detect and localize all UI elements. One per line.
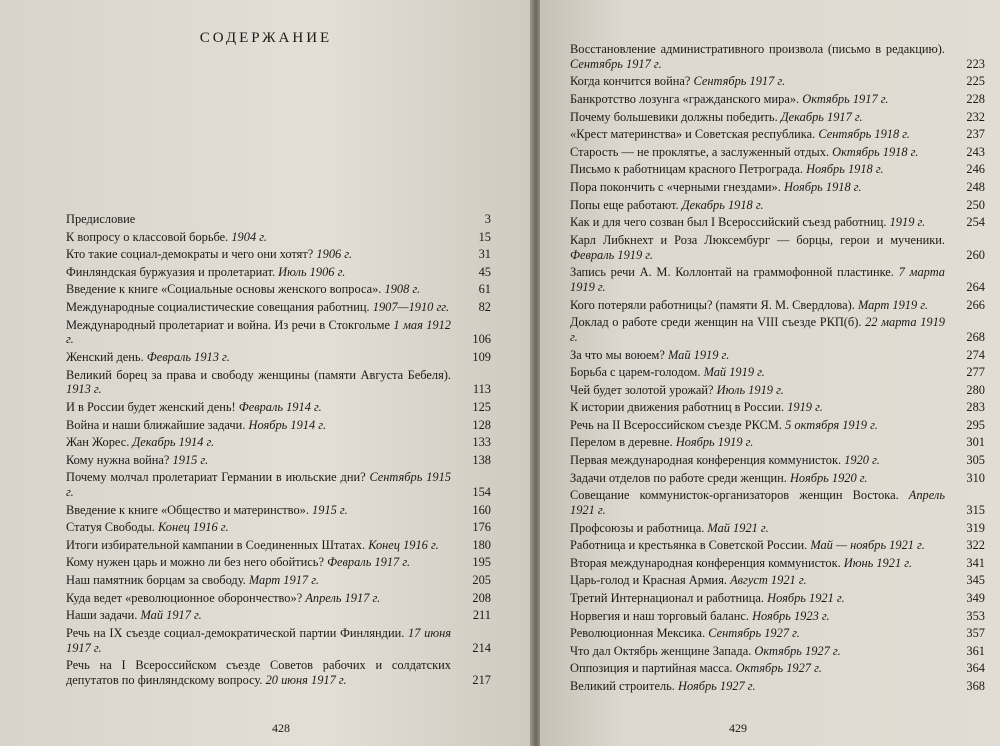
entry-date: Октябрь 1927 г. [735,661,822,676]
toc-entry [66,318,491,348]
toc-entry [66,608,491,623]
entry-date: Ноябрь 1914 г. [248,417,327,432]
entry-date: Февраль 1913 г. [146,349,230,364]
toc-entry-title [66,591,451,606]
entry-title-text: Перелом в деревне. [570,435,673,450]
entry-title-text: И в России будет женский день! [66,399,236,414]
toc-list-right [570,42,985,697]
entry-page-number: 160 [472,502,491,517]
entry-title-text: Кого потеряли работницы? (памяти Я. М. Свердлова). [570,297,855,312]
entry-page-number: 280 [966,382,985,397]
entry-page-number: 361 [966,643,985,658]
entry-page-number: 345 [966,573,985,588]
entry-page-number: 268 [966,329,985,344]
toc-entry-title [570,418,945,433]
toc-entry [66,400,491,415]
entry-page-number: 349 [966,591,985,606]
toc-entry-title [570,521,945,536]
entry-title-text: «Крест материнства» и Советская республика. [570,127,816,142]
entry-page-number: 128 [472,417,491,432]
toc-entry-title [570,110,945,125]
toc-entry-title [570,471,945,486]
entry-page-number: 225 [966,74,985,89]
entry-title-text: Царь-голод и Красная Армия. [570,573,727,588]
entry-page-number: 274 [966,347,985,362]
toc-entry [66,573,491,588]
entry-page-number: 138 [472,452,491,467]
toc-entry [570,400,985,415]
entry-title-text: Статуя Свободы. [66,520,155,535]
entry-date: 22 марта 1919 г. [570,315,945,344]
entry-date: Май 1921 г. [707,520,769,535]
entry-title-text: Революционная Мексика. [570,626,706,641]
entry-title-text: Когда кончится война? [570,74,691,89]
entry-date: Ноябрь 1920 г. [789,470,868,485]
entry-date: Конец 1916 г. [158,520,229,535]
entry-date: 1919 г. [787,400,823,415]
toc-entry-title [66,503,451,518]
entry-date: Ноябрь 1921 г. [767,591,845,606]
toc-entry [66,265,491,280]
toc-entry [570,233,985,263]
entry-title-text: Предисловие [66,212,136,226]
toc-entry [66,453,491,468]
entry-page-number: 266 [966,297,985,312]
toc-entry-title [570,453,945,468]
entry-page-number: 248 [966,179,985,194]
entry-date: Ноябрь 1918 г. [806,162,884,177]
entry-title-text: Первая международная конференция коммунисток. [570,453,842,468]
entry-date: Декабрь 1917 г. [780,109,863,124]
entry-title-text: Оппозиция и партийная масса. [570,661,733,676]
entry-page-number: 113 [472,382,491,397]
entry-title-text: Великий строитель. [570,678,675,693]
entry-title-text: Как и для чего созван был I Всероссийский съезд работниц. [570,215,887,230]
entry-title-text: К вопросу о классовой борьбе. [66,229,229,244]
entry-date: Ноябрь 1927 г. [678,678,756,693]
entry-title-text: Доклад о работе среди женщин на VIII съезде РКП(б). [570,315,862,330]
entry-page-number: 264 [966,279,985,294]
entry-title-text: Банкротство лозунга «гражданского мира». [570,91,800,106]
entry-date: 1915 г. [312,502,348,517]
toc-entry-title [66,573,451,588]
entry-page-number: 232 [966,109,985,124]
entry-page-number: 154 [472,485,491,500]
entry-date: Февраль 1919 г. [570,247,654,262]
toc-entry-title [570,556,945,571]
entry-date: Июль 1919 г. [716,382,784,397]
entry-page-number: 195 [472,555,491,570]
toc-entry-title [570,42,945,72]
toc-entry [570,180,985,195]
entry-title-text: Запись речи А. М. Коллонтай на граммофонной пластинке. [570,265,894,280]
entry-page-number: 205 [472,573,491,588]
entry-date: Октябрь 1917 г. [802,91,889,106]
entry-title-text: Введение к книге «Социальные основы женского вопроса». [66,282,382,297]
toc-entry-title [570,162,945,177]
toc-entry-title [570,215,945,230]
entry-date: 17 июня 1917 г. [66,625,451,655]
toc-entry-title [66,538,451,553]
toc-entry-title [570,145,945,160]
toc-entry [66,591,491,606]
entry-page-number: 61 [478,282,491,297]
toc-entry-title [570,644,945,659]
entry-title-text: Введение к книге «Общество и материнство». [66,502,309,517]
toc-entry-title [66,282,451,297]
toc-entry [570,573,985,588]
toc-entry [570,298,985,313]
toc-entry-title [66,658,451,688]
entry-date: 1915 г. [172,452,209,467]
toc-entry [570,74,985,89]
toc-entry-title [66,626,451,656]
entry-title-text: Международный пролетариат и война. Из речи в Стокгольме [66,317,391,332]
entry-page-number: 357 [966,626,985,641]
toc-entry-title [570,591,945,606]
entry-title-text: Кто такие социал-демократы и чего они хотят? [66,247,314,262]
toc-entry-title [66,265,451,280]
entry-date: Апрель 1921 г. [570,488,945,518]
entry-page-number: 353 [966,608,985,623]
toc-entry [570,365,985,380]
entry-title-text: Почему молчал пролетариат Германии в июльские дни? [66,470,366,485]
toc-entry [570,145,985,160]
entry-title-text: Финляндская буржуазия и пролетариат. [66,264,276,279]
entry-title-text: Речь на II Всероссийском съезде РКСМ. [570,417,782,432]
entry-title-text: Борьба с царем-голодом. [570,365,701,380]
toc-entry [570,92,985,107]
entry-title-text: Карл Либкнехт и Роза Люксембург — борцы, герои и мученики. [570,232,945,247]
toc-entry [570,471,985,486]
entry-date: Сентябрь 1915 г. [66,470,451,500]
entry-date: Ноябрь 1919 г. [675,435,754,450]
entry-title-text: Письмо к работницам красного Петрограда. [570,162,803,177]
entry-date: 1904 г. [231,229,268,244]
entry-date: Декабрь 1918 г. [681,197,764,212]
entry-page-number: 223 [966,56,985,71]
toc-entry [570,538,985,553]
entry-date: Июль 1906 г. [278,264,346,279]
entry-title-text: Великий борец за права и свободу женщины (памяти Августа Бебеля). [66,367,451,382]
entry-date: Декабрь 1914 г. [132,435,215,450]
entry-title-text: Третий Интернационал и работница. [570,591,765,606]
toc-entry-title [570,538,945,553]
toc-entry-title [570,127,945,142]
toc-entry-title [570,488,945,518]
toc-entry-title [570,383,945,398]
toc-entry-title [66,435,451,450]
toc-entry [66,503,491,518]
entry-title-text: Жан Жорес. [66,435,130,450]
toc-entry [570,488,985,518]
entry-date: Ноябрь 1923 г. [752,608,830,623]
entry-page-number: 277 [966,365,985,380]
toc-entry [570,679,985,694]
toc-entry-title [66,400,451,415]
entry-page-number: 211 [472,608,491,623]
toc-entry [66,230,491,245]
toc-entry [570,198,985,213]
entry-page-number: 319 [966,520,985,535]
toc-entry-title [570,315,945,345]
entry-page-number: 176 [472,520,491,535]
toc-entry [66,368,491,398]
entry-title-text: Норвегия и наш торговый баланс. [570,608,749,623]
toc-entry-title [66,555,451,570]
entry-page-number: 295 [966,417,985,432]
toc-entry [66,470,491,500]
entry-page-number: 250 [966,197,985,212]
entry-title-text: Старость — не проклятье, а заслуженный отдых. [570,144,830,159]
entry-page-number: 208 [472,590,491,605]
toc-entry [66,350,491,365]
toc-entry-title [66,470,451,500]
entry-title-text: Наши задачи. [66,608,138,623]
entry-title-text: Пора покончить с «черными гнездами». [570,179,781,194]
toc-entry [570,591,985,606]
toc-entry [570,127,985,142]
entry-page-number: 254 [966,215,985,230]
entry-date: Февраль 1914 г. [238,399,322,414]
entry-title-text: Восстановление административного произвола (письмо в редакцию). [570,42,945,56]
entry-date: 1 мая 1912 г. [66,317,451,347]
entry-title-text: Куда ведет «революционное оборончество»? [66,590,303,605]
toc-entry [570,348,985,363]
toc-entry-title [570,626,945,641]
entry-title-text: Почему большевики должны победить. [570,109,778,124]
toc-entry [570,435,985,450]
entry-page-number: 243 [966,144,985,159]
toc-entry [570,162,985,177]
entry-page-number: 214 [472,640,491,655]
entry-date: Конец 1916 г. [368,537,439,552]
entry-page-number: 305 [966,453,985,468]
toc-entry [570,453,985,468]
toc-entry [570,418,985,433]
entry-date: 1920 г. [844,453,880,468]
entry-date: Март 1919 г. [857,297,929,312]
toc-entry [570,661,985,676]
toc-entry [66,520,491,535]
entry-title-text: Работница и крестьянка в Советской России. [570,538,808,553]
toc-entry [570,383,985,398]
entry-date: Сентябрь 1927 г. [708,626,800,641]
toc-entry [570,556,985,571]
toc-entry-title [570,573,945,588]
toc-entry [66,626,491,656]
entry-page-number: 31 [478,247,491,262]
entry-page-number: 125 [472,399,491,414]
toc-entry-title [570,661,945,676]
toc-entry-title [66,247,451,262]
entry-date: 5 октября 1919 г. [785,417,878,432]
entry-page-number: 82 [478,299,491,314]
toc-entry [570,42,985,72]
toc-entry [570,644,985,659]
toc-entry-title [570,198,945,213]
entry-date: 1908 г. [384,282,421,297]
entry-date: 20 июня 1917 г. [265,673,347,688]
entry-page-number: 133 [472,435,491,450]
entry-page-number: 3 [484,212,491,226]
toc-entry [66,247,491,262]
entry-date: Июнь 1921 г. [843,555,913,570]
toc-entry-title [66,608,451,623]
entry-title-text: Кому нужен царь и можно ли без него обойтись? [66,555,324,570]
toc-entry [66,418,491,433]
entry-title-text: Речь на IX съезде социал-демократической партии Финляндии. [66,625,405,640]
toc-entry [570,315,985,345]
toc-list-left [66,212,491,691]
entry-date: 1913 г. [66,382,102,397]
entry-title-text: Женский день. [66,349,144,364]
entry-title-text: Вторая международная конференция коммунисток. [570,555,841,570]
toc-entry-title [66,368,451,398]
toc-entry [66,282,491,297]
entry-title-text: Наш памятник борцам за свободу. [66,573,246,588]
toc-entry-title [570,609,945,624]
toc-entry-title [570,180,945,195]
toc-entry-title [570,233,945,263]
toc-entry-title [570,365,945,380]
page-number-right: 429 [729,721,747,735]
entry-title-text: Итоги избирательной кампании в Соединенных Штатах. [66,537,366,552]
entry-date: Май 1919 г. [668,347,730,362]
toc-entry-title [570,298,945,313]
entry-page-number: 15 [478,229,491,244]
toc-entry [66,435,491,450]
entry-page-number: 322 [966,538,985,553]
entry-page-number: 217 [472,673,491,688]
entry-date: Октябрь 1927 г. [754,643,841,658]
entry-date: 1907—1910 гг. [372,299,450,314]
entry-date: 1919 г. [889,215,926,230]
entry-date: Август 1921 г. [730,573,807,588]
page-title: СОДЕРЖАНИЕ [199,30,333,46]
entry-title-text: За что мы воюем? [570,347,665,362]
toc-entry-title [66,300,451,315]
entry-date: Апрель 1917 г. [305,590,381,605]
right-page [540,0,1000,746]
entry-title-text: Кому нужна война? [66,452,170,467]
entry-date: Сентябрь 1917 г. [693,74,786,89]
entry-page-number: 310 [966,470,985,485]
entry-title-text: Война и наши ближайшие задачи. [66,417,246,432]
toc-entry [66,212,491,227]
page-number-left: 428 [272,721,290,735]
entry-date: 7 марта 1919 г. [570,265,945,294]
entry-date: Февраль 1917 г. [327,555,411,570]
toc-entry-title [570,265,945,295]
entry-date: Май 1917 г. [140,608,202,623]
entry-date: Сентябрь 1917 г. [570,56,662,71]
toc-entry-title [570,348,945,363]
toc-entry-title [66,453,451,468]
entry-page-number: 237 [966,127,985,142]
entry-page-number: 109 [472,349,491,364]
entry-page-number: 260 [966,247,985,262]
entry-date: 1906 г. [316,247,353,262]
entry-page-number: 45 [478,264,491,279]
entry-date: Май — ноябрь 1921 г. [810,538,925,553]
toc-entry [66,555,491,570]
entry-date: Сентябрь 1918 г. [818,127,911,142]
entry-page-number: 246 [966,162,985,177]
toc-entry [66,300,491,315]
entry-date: Март 1917 г. [248,573,319,588]
entry-page-number: 368 [966,678,985,693]
entry-title-text: Речь на I Всероссийском съезде Советов рабочих и солдатских депутатов по финляндскому вопросу. [66,658,451,688]
toc-entry-title [66,230,451,245]
toc-entry [66,538,491,553]
entry-title-text: Чей будет золотой урожай? [570,382,714,397]
toc-entry-title [570,92,945,107]
toc-entry-title [66,318,451,348]
toc-entry [570,609,985,624]
toc-entry-title [66,418,451,433]
entry-date: Октябрь 1918 г. [832,144,919,159]
entry-title-text: К истории движения работниц в России. [570,400,785,415]
entry-title-text: Задачи отделов по работе среди женщин. [570,470,787,485]
toc-entry [570,110,985,125]
toc-entry [570,215,985,230]
entry-page-number: 228 [966,91,985,106]
entry-title-text: Попы еще работают. [570,197,679,212]
entry-page-number: 301 [966,435,985,450]
entry-date: Ноябрь 1918 г. [783,179,862,194]
toc-entry-title [570,74,945,89]
toc-entry-title [66,350,451,365]
entry-page-number: 341 [966,555,985,570]
toc-entry [570,521,985,536]
toc-entry-title [570,400,945,415]
entry-page-number: 106 [472,332,491,347]
toc-entry-title [66,520,451,535]
entry-page-number: 283 [966,400,985,415]
toc-entry-title [570,435,945,450]
entry-page-number: 364 [966,661,985,676]
entry-page-number: 315 [966,503,985,518]
entry-page-number: 180 [472,537,491,552]
entry-title-text: Профсоюзы и работница. [570,520,705,535]
toc-entry [66,658,491,688]
entry-title-text: Что дал Октябрь женщине Запада. [570,643,752,658]
entry-title-text: Совещание коммунисток-организаторов женщин Востока. [570,488,899,503]
toc-entry-title [66,212,451,227]
toc-entry [570,265,985,295]
toc-entry [570,626,985,641]
entry-title-text: Международные социалистические совещания работниц. [66,299,370,314]
toc-entry-title [570,679,945,694]
entry-date: Май 1919 г. [703,365,765,380]
